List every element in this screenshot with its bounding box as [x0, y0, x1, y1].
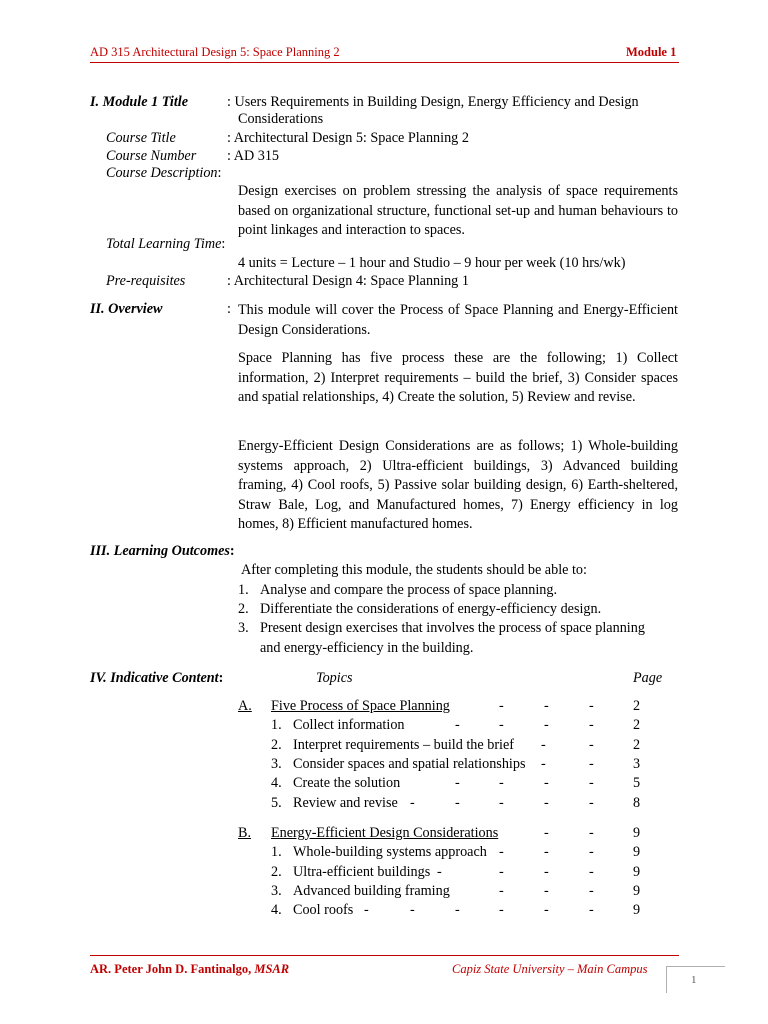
total-learning-row — [106, 236, 225, 253]
overview-text-1: This module will cover the Process of Space Planning and Energy-Efficient Design Considerations. — [238, 302, 678, 338]
course-title-value: : Architectural Design 5: Space Planning 2 — [227, 130, 469, 146]
outcome-number: 1. — [238, 582, 249, 598]
toc-leader-dash: - — [544, 864, 549, 880]
toc-leader-dash: - — [437, 864, 442, 880]
toc-leader-dash: - — [541, 737, 546, 753]
toc-leader-dash: - — [364, 902, 369, 918]
toc-item-text: Advanced building framing — [293, 883, 450, 899]
toc-leader-dash: - — [589, 844, 594, 860]
toc-item-text: Review and revise — [293, 795, 398, 811]
toc-leader-dash: - — [499, 795, 504, 811]
section-4-colon: : — [218, 670, 224, 686]
toc-leader-dash: - — [499, 717, 504, 733]
outcome-number: 2. — [238, 601, 249, 617]
outcome-text: Analyse and compare the process of space planning. — [260, 582, 558, 598]
toc-leader-dash: - — [455, 775, 460, 791]
section-3-heading: III. Learning Outcomes — [90, 543, 230, 559]
toc-leader-dash: - — [499, 844, 504, 860]
toc-item-number: 5. — [271, 795, 282, 811]
toc-leader-dash: - — [455, 717, 460, 733]
course-description-label: Course Description — [106, 165, 218, 181]
toc-item-number: 3. — [271, 883, 282, 899]
toc-leader-dash: - — [499, 902, 504, 918]
toc-item-page: 9 — [633, 864, 641, 880]
toc-leader-dash: - — [455, 795, 460, 811]
section-4-heading-row — [90, 670, 223, 687]
total-learning-colon: : — [221, 236, 226, 252]
header-module-label: Module 1 — [626, 45, 677, 59]
toc-group-letter: B. — [238, 825, 252, 841]
page-column-label: Page — [633, 670, 663, 686]
toc-item-page: 2 — [633, 717, 641, 733]
prerequisites-label: Pre-requisites — [106, 273, 186, 289]
toc-item-page: 3 — [633, 756, 641, 772]
toc-item-page: 9 — [633, 902, 641, 918]
footer-author-suffix: MSAR — [254, 962, 290, 976]
module-title-line2: Considerations — [238, 111, 324, 127]
toc-leader-dash: - — [410, 902, 415, 918]
toc-item-text: Whole-building systems approach — [293, 844, 487, 860]
toc-item-number: 4. — [271, 775, 282, 791]
toc-leader-dash: - — [589, 775, 594, 791]
toc-item-text: Cool roofs — [293, 902, 354, 918]
total-learning-value: 4 units = Lecture – 1 hour and Studio – 9 hour per week (10 hrs/wk) — [238, 255, 626, 271]
toc-item-number: 4. — [271, 902, 282, 918]
outcome-text-continued: and energy-efficiency in the building. — [260, 640, 474, 656]
toc-group-title: Five Process of Space Planning — [271, 698, 450, 714]
toc-item-number: 2. — [271, 864, 282, 880]
toc-item-page: 9 — [633, 844, 641, 860]
toc-leader-dash: - — [499, 883, 504, 899]
toc-leader-dash: - — [589, 883, 594, 899]
total-learning-label: Total Learning Time — [106, 236, 222, 252]
course-title-label: Course Title — [106, 130, 176, 146]
toc-item-page: 2 — [633, 737, 641, 753]
section-4-heading: IV. Indicative Content — [90, 670, 219, 686]
section-3-heading-row — [90, 543, 235, 560]
toc-item-text: Collect information — [293, 717, 405, 733]
overview-paragraph-1 — [238, 301, 678, 340]
toc-group-letter: A. — [238, 698, 252, 714]
footer-author-name: AR. Peter John D. Fantinalgo, — [90, 962, 255, 976]
header-rule — [90, 62, 679, 63]
toc-leader-dash: - — [544, 698, 549, 714]
toc-item-number: 2. — [271, 737, 282, 753]
toc-leader-dash: - — [589, 698, 594, 714]
section-3-colon: : — [229, 543, 235, 559]
toc-leader-dash: - — [410, 795, 415, 811]
toc-leader-dash: - — [544, 883, 549, 899]
toc-leader-dash: - — [541, 756, 546, 772]
topics-column-label: Topics — [316, 670, 353, 686]
toc-leader-dash: - — [589, 795, 594, 811]
toc-leader-dash: - — [499, 698, 504, 714]
toc-leader-dash: - — [544, 775, 549, 791]
toc-item-page: 8 — [633, 795, 641, 811]
toc-item-number: 3. — [271, 756, 282, 772]
outcome-text: Differentiate the considerations of energy-efficiency design. — [260, 601, 602, 617]
toc-leader-dash: - — [589, 737, 594, 753]
prerequisites-value: : Architectural Design 4: Space Planning 1 — [227, 273, 469, 289]
toc-group-page: 9 — [633, 825, 641, 841]
course-description-row — [106, 165, 221, 182]
toc-leader-dash: - — [589, 864, 594, 880]
overview-text-3: Energy-Efficient Design Considerations are as follows; 1) Whole-building systems approach, 2) Ultra-efficient buildings, 3) Advanced building framing, 4) Cool roofs, 5) Passive solar building design, 6) Earth-sheltered, Straw Bale, Log, and Manufactured homes, 7) Energy efficiency in log homes, 8) Efficient manufactured homes. — [238, 438, 678, 533]
outcome-number: 3. — [238, 620, 249, 636]
toc-leader-dash: - — [499, 775, 504, 791]
toc-item-text: Create the solution — [293, 775, 401, 791]
overview-paragraph-3 — [238, 437, 678, 535]
footer-author — [90, 962, 289, 977]
toc-leader-dash: - — [589, 717, 594, 733]
overview-text-2: Space Planning has five process these are the following; 1) Collect information, 2) Interpret requirements – build the brief, 3) Consider spaces and spatial relationships, 4) Create the solution, 5) Review and revise. — [238, 350, 678, 406]
toc-leader-dash: - — [589, 825, 594, 841]
toc-item-page: 9 — [633, 883, 641, 899]
footer-rule — [90, 955, 679, 956]
course-number-value: : AD 315 — [227, 148, 280, 164]
overview-paragraph-2 — [238, 349, 678, 408]
toc-leader-dash: - — [589, 756, 594, 772]
overview-colon: : — [227, 301, 231, 317]
footer-institution: Capiz State University – Main Campus — [452, 962, 648, 976]
toc-leader-dash: - — [499, 864, 504, 880]
course-description-paragraph: Design exercises on problem stressing the analysis of space requirements based on organizational structure, functional set-up and human behaviours to point linkages and interaction to spaces. — [238, 183, 678, 239]
toc-leader-dash: - — [544, 902, 549, 918]
header-course-title: AD 315 Architectural Design 5: Space Planning 2 — [90, 45, 340, 59]
toc-leader-dash: - — [589, 902, 594, 918]
toc-item-text: Consider spaces and spatial relationships — [293, 756, 526, 772]
toc-leader-dash: - — [544, 844, 549, 860]
course-description-colon: : — [217, 165, 222, 181]
toc-item-number: 1. — [271, 844, 282, 860]
toc-group-page: 2 — [633, 698, 641, 714]
toc-leader-dash: - — [544, 825, 549, 841]
toc-item-page: 5 — [633, 775, 641, 791]
course-number-label: Course Number — [106, 148, 197, 164]
toc-group-title: Energy-Efficient Design Considerations — [271, 825, 499, 841]
toc-leader-dash: - — [544, 795, 549, 811]
toc-item-text: Interpret requirements – build the brief — [293, 737, 515, 753]
course-description-text — [238, 182, 678, 241]
toc-item-number: 1. — [271, 717, 282, 733]
module-title-line1: : Users Requirements in Building Design, Energy Efficiency and Design — [227, 94, 639, 110]
page-number: 1 — [691, 974, 697, 986]
outcomes-intro: After completing this module, the students should be able to: — [241, 562, 587, 578]
outcome-text: Present design exercises that involves the process of space planning — [260, 620, 645, 636]
section-2-heading: II. Overview — [90, 301, 163, 317]
toc-leader-dash: - — [544, 717, 549, 733]
toc-item-text: Ultra-efficient buildings — [293, 864, 431, 880]
toc-leader-dash: - — [455, 902, 460, 918]
section-1-heading: I. Module 1 Title — [90, 94, 188, 110]
